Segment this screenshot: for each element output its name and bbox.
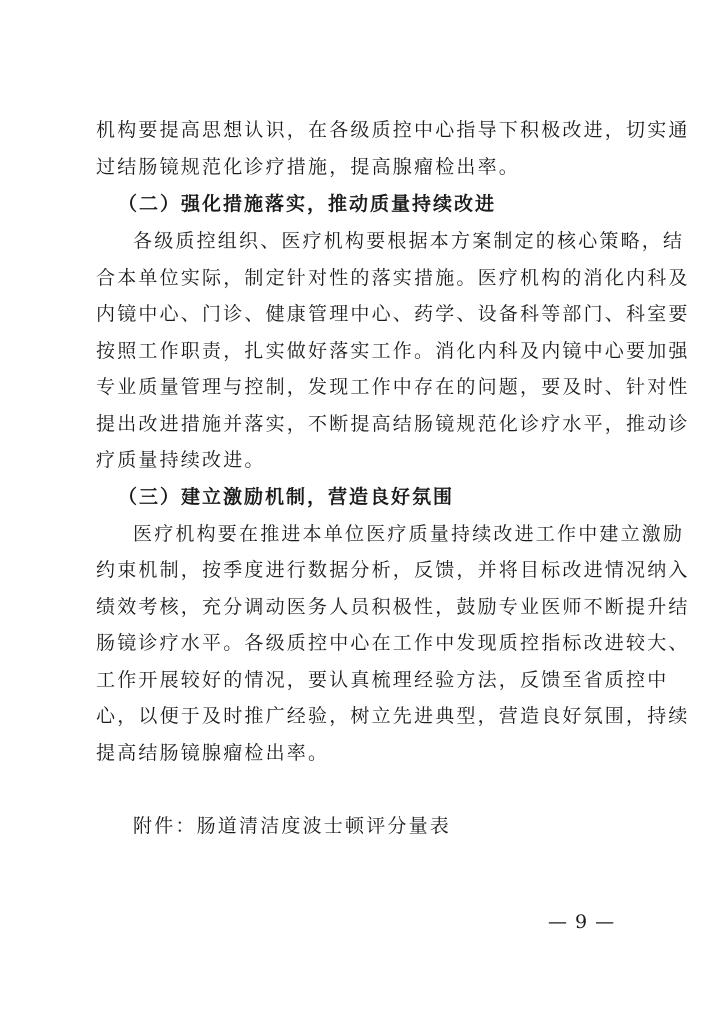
attachment-note: 附件：肠道清洁度波士顿评分量表 xyxy=(133,815,452,837)
paragraph-line: 提高结肠镜腺瘤检出率。 xyxy=(96,742,330,764)
paragraph-line: 机构要提高思想认识，在各级质控中心指导下积极改进，切实通 xyxy=(96,119,690,141)
paragraph-line: 合本单位实际，制定针对性的落实措施。医疗机构的消化内科及 xyxy=(96,267,690,289)
paragraph-line: 按照工作职责，扎实做好落实工作。消化内科及内镜中心要加强 xyxy=(96,340,690,362)
page-number: — 9 — xyxy=(548,911,616,933)
paragraph-line: 提出改进措施并落实，不断提高结肠镜规范化诊疗水平，推动诊 xyxy=(96,413,690,435)
paragraph-line: 各级质控组织、医疗机构要根据本方案制定的核心策略，结 xyxy=(133,230,685,252)
paragraph-line: 约束机制，按季度进行数据分析，反馈，并将目标改进情况纳入 xyxy=(96,559,690,581)
section-heading-2: （二）强化措施落实，推动质量持续改进 xyxy=(118,193,497,215)
paragraph-line: 医疗机构要在推进本单位医疗质量持续改进工作中建立激励 xyxy=(133,523,685,545)
paragraph-line: 肠镜诊疗水平。各级质控中心在工作中发现质控指标改进较大、 xyxy=(96,632,690,654)
paragraph-line: 疗质量持续改进。 xyxy=(96,449,266,471)
paragraph-line: 内镜中心、门诊、健康管理中心、药学、设备科等部门、科室要 xyxy=(96,303,690,325)
paragraph-line: 绩效考核，充分调动医务人员积极性，鼓励专业医师不断提升结 xyxy=(96,596,690,618)
paragraph-line: 心，以便于及时推广经验，树立先进典型，营造良好氛围，持续 xyxy=(96,705,690,727)
section-heading-3: （三）建立激励机制，营造良好氛围 xyxy=(118,486,455,508)
paragraph-line: 过结肠镜规范化诊疗措施，提高腺瘤检出率。 xyxy=(96,156,521,178)
paragraph-line: 工作开展较好的情况，要认真梳理经验方法，反馈至省质控中 xyxy=(96,669,669,691)
paragraph-line: 专业质量管理与控制，发现工作中存在的问题，要及时、针对性 xyxy=(96,376,690,398)
